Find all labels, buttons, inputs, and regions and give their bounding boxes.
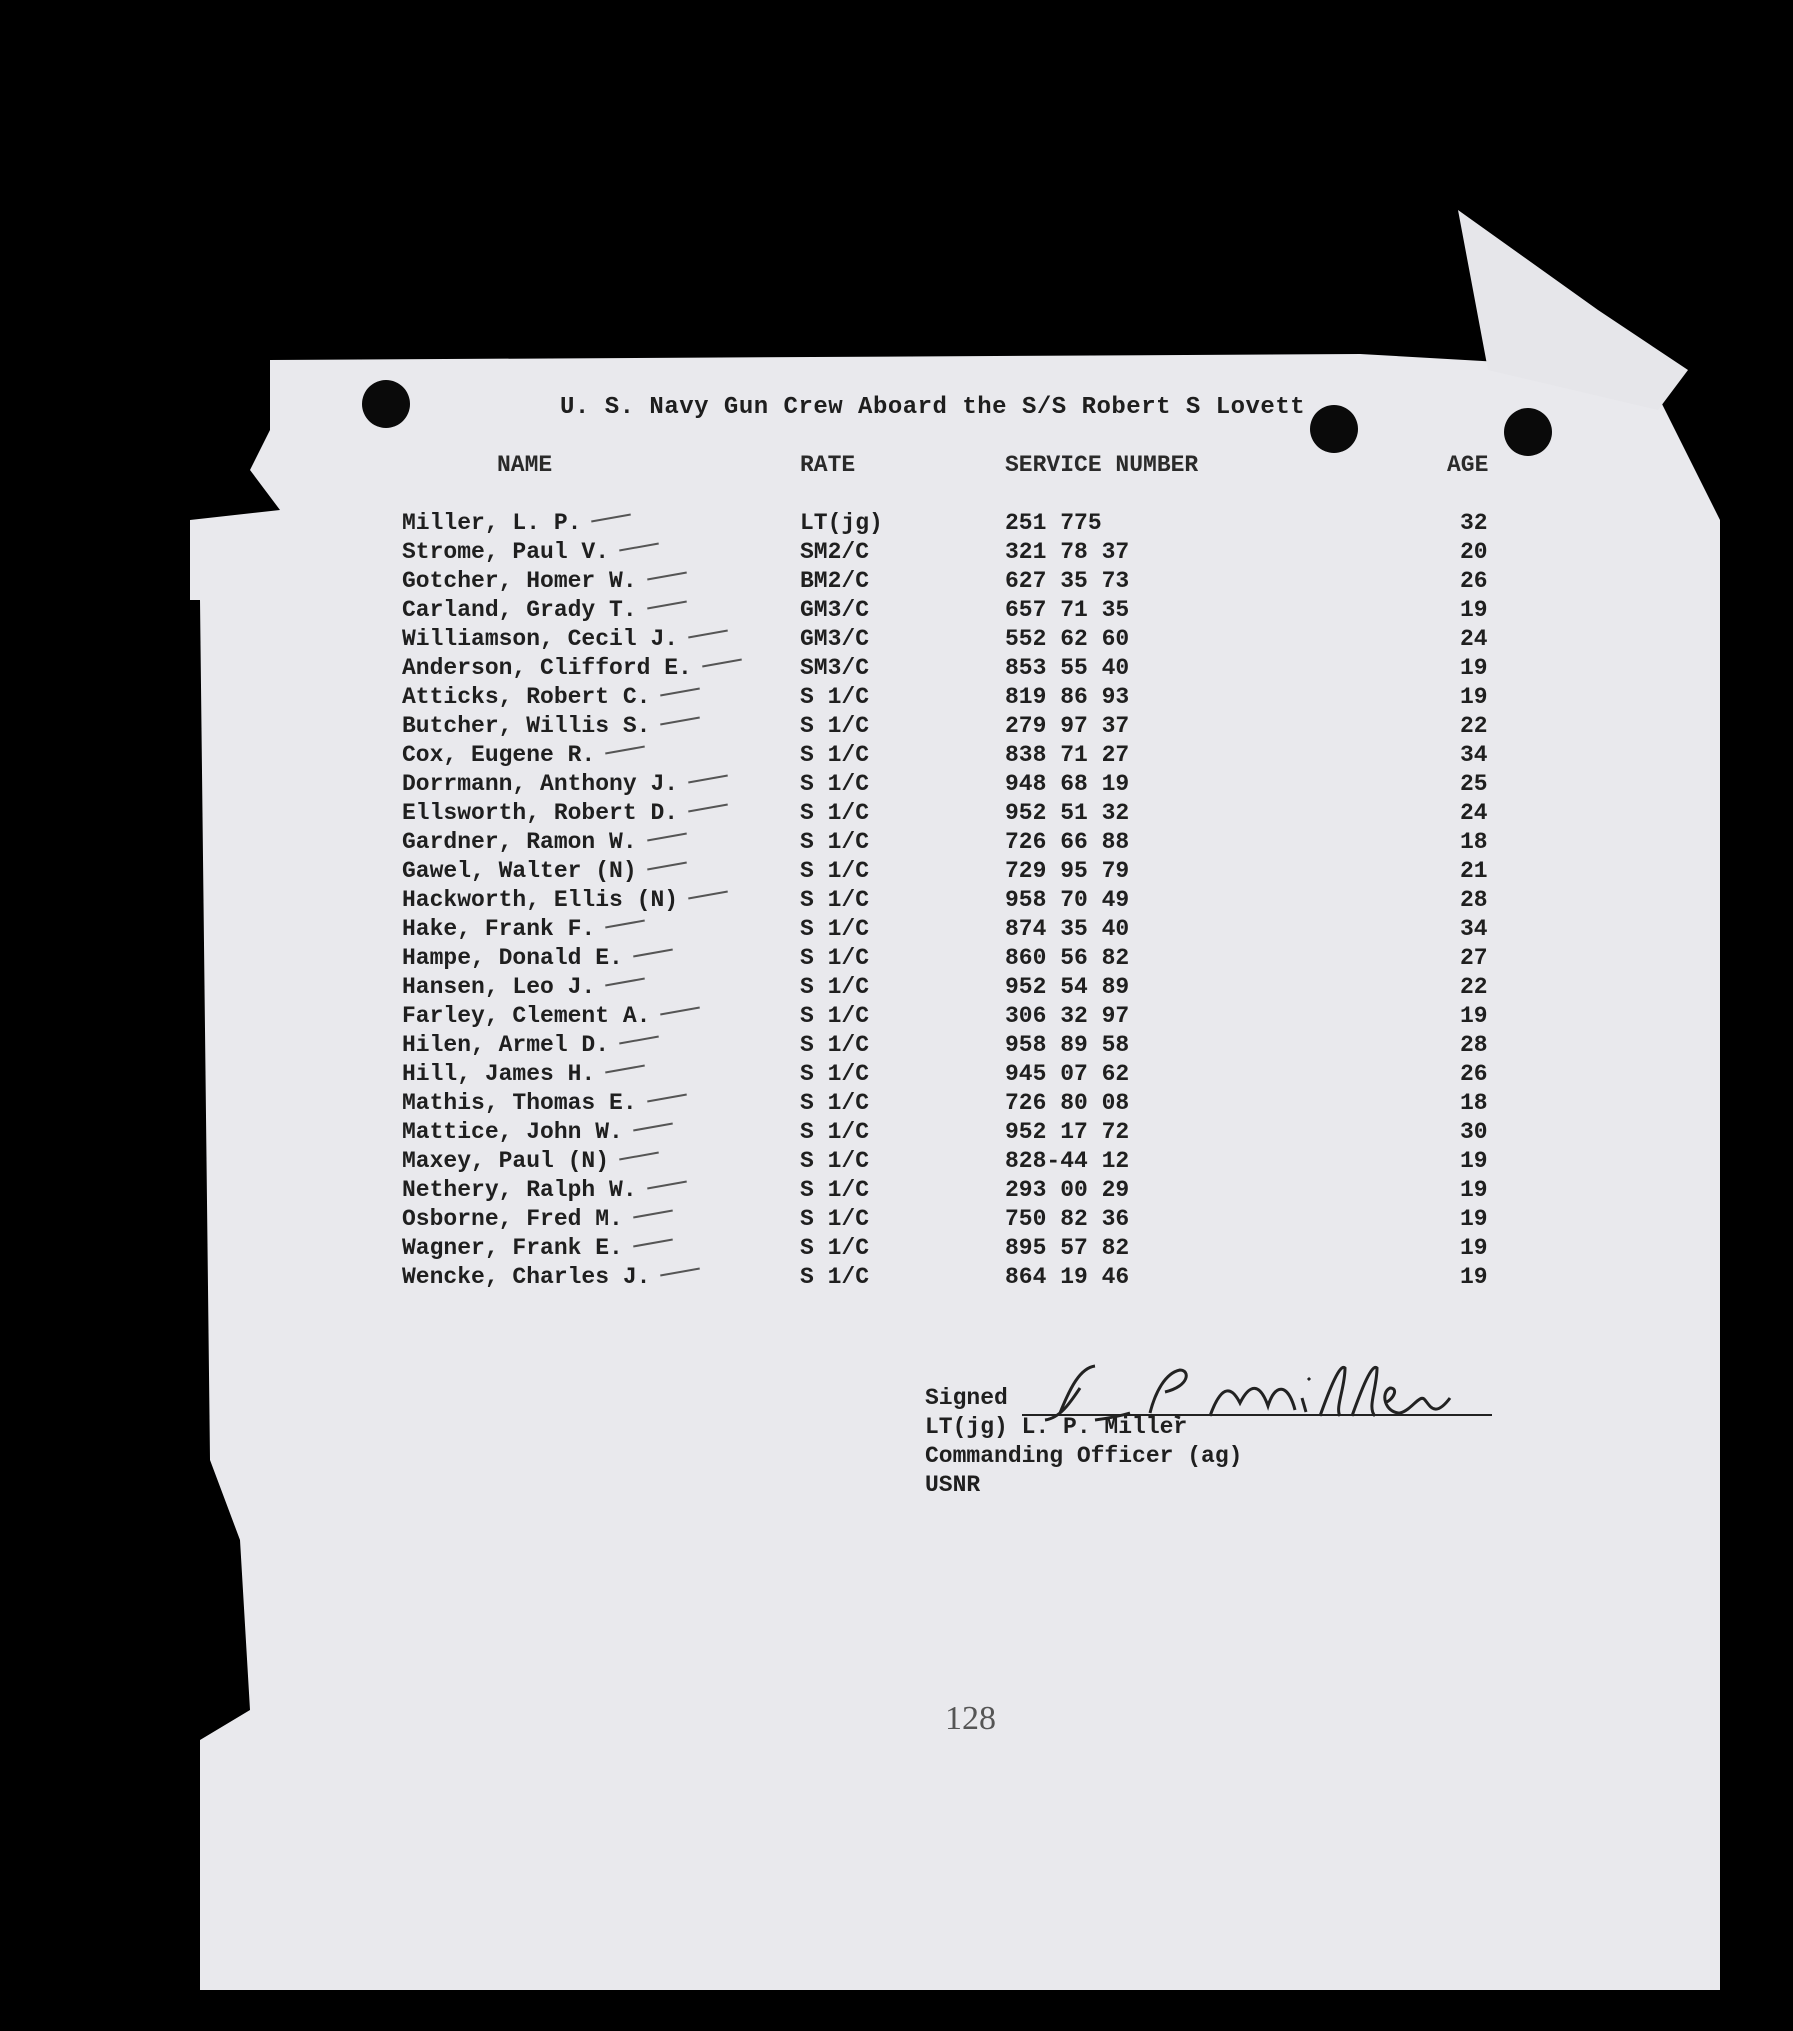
table-row — [0, 799, 1793, 828]
crew-name: Gardner, Ramon W. — [402, 829, 637, 855]
crew-age: 19 — [1460, 1264, 1488, 1290]
crew-name: Mathis, Thomas E. — [402, 1090, 637, 1116]
crew-age: 27 — [1460, 945, 1488, 971]
crew-service-number: 860 56 82 — [1005, 945, 1130, 971]
crew-age: 19 — [1460, 1003, 1488, 1029]
signer-service: USNR — [925, 1472, 981, 1498]
crew-age: 26 — [1460, 568, 1488, 594]
check-mark — [661, 688, 701, 697]
table-row — [0, 741, 1793, 770]
crew-age: 19 — [1460, 1206, 1488, 1232]
crew-name: Mattice, John W. — [402, 1119, 623, 1145]
check-mark — [688, 891, 728, 900]
signed-label: Signed — [925, 1385, 1008, 1411]
crew-name: Hill, James H. — [402, 1061, 596, 1087]
table-row — [0, 654, 1793, 683]
crew-service-number: 895 57 82 — [1005, 1235, 1130, 1261]
crew-age: 24 — [1460, 800, 1488, 826]
table-row — [0, 1176, 1793, 1205]
table-row — [0, 1060, 1793, 1089]
crew-rate: S 1/C — [800, 771, 870, 797]
crew-rate: S 1/C — [800, 1177, 870, 1203]
check-mark — [605, 1065, 645, 1074]
table-row — [0, 567, 1793, 596]
crew-rate: S 1/C — [800, 945, 870, 971]
check-mark — [647, 833, 687, 842]
crew-name: Gawel, Walter (N) — [402, 858, 637, 884]
table-row — [0, 625, 1793, 654]
crew-name: Farley, Clement A. — [402, 1003, 651, 1029]
crew-name: Carland, Grady T. — [402, 597, 637, 623]
crew-age: 34 — [1460, 916, 1488, 942]
check-mark — [647, 1094, 687, 1103]
crew-age: 18 — [1460, 1090, 1488, 1116]
crew-rate: S 1/C — [800, 916, 870, 942]
signer-rank-name: LT(jg) L. P. Miller — [925, 1414, 1188, 1440]
check-mark — [661, 717, 701, 726]
crew-rate: S 1/C — [800, 742, 870, 768]
check-mark — [592, 514, 632, 523]
table-row — [0, 1031, 1793, 1060]
crew-name: Dorrmann, Anthony J. — [402, 771, 679, 797]
crew-name: Maxey, Paul (N) — [402, 1148, 610, 1174]
crew-service-number: 948 68 19 — [1005, 771, 1130, 797]
check-mark — [647, 862, 687, 871]
table-row — [0, 1147, 1793, 1176]
page-number: 128 — [945, 1700, 996, 1737]
crew-rate: S 1/C — [800, 1090, 870, 1116]
crew-rate: GM3/C — [800, 597, 870, 623]
crew-age: 24 — [1460, 626, 1488, 652]
crew-age: 26 — [1460, 1061, 1488, 1087]
table-row — [0, 683, 1793, 712]
crew-name: Ellsworth, Robert D. — [402, 800, 679, 826]
table-row — [0, 828, 1793, 857]
crew-service-number: 958 70 49 — [1005, 887, 1130, 913]
crew-service-number: 657 71 35 — [1005, 597, 1130, 623]
crew-name: Wencke, Charles J. — [402, 1264, 651, 1290]
crew-name: Atticks, Robert C. — [402, 684, 651, 710]
check-mark — [619, 1036, 659, 1045]
table-row — [0, 1002, 1793, 1031]
table-row — [0, 944, 1793, 973]
crew-rate: SM2/C — [800, 539, 870, 565]
table-row — [0, 886, 1793, 915]
table-row — [0, 915, 1793, 944]
check-mark — [633, 1239, 673, 1248]
check-mark — [661, 1007, 701, 1016]
crew-service-number: 293 00 29 — [1005, 1177, 1130, 1203]
crew-service-number: 952 51 32 — [1005, 800, 1130, 826]
crew-name: Wagner, Frank E. — [402, 1235, 623, 1261]
crew-service-number: 750 82 36 — [1005, 1206, 1130, 1232]
crew-service-number: 828-44 12 — [1005, 1148, 1130, 1174]
crew-service-number: 251 775 — [1005, 510, 1102, 536]
crew-rate: GM3/C — [800, 626, 870, 652]
check-mark — [647, 572, 687, 581]
crew-age: 21 — [1460, 858, 1488, 884]
crew-service-number: 819 86 93 — [1005, 684, 1130, 710]
check-mark — [605, 978, 645, 987]
signer-title: Commanding Officer (ag) — [925, 1443, 1243, 1469]
crew-service-number: 952 17 72 — [1005, 1119, 1130, 1145]
crew-rate: S 1/C — [800, 713, 870, 739]
crew-rate: S 1/C — [800, 1235, 870, 1261]
crew-age: 19 — [1460, 1177, 1488, 1203]
crew-name: Nethery, Ralph W. — [402, 1177, 637, 1203]
punch-hole-right — [1504, 408, 1552, 456]
crew-service-number: 552 62 60 — [1005, 626, 1130, 652]
crew-age: 22 — [1460, 713, 1488, 739]
crew-service-number: 306 32 97 — [1005, 1003, 1130, 1029]
crew-service-number: 321 78 37 — [1005, 539, 1130, 565]
crew-name: Miller, L. P. — [402, 510, 582, 536]
check-mark — [619, 543, 659, 552]
header-rate: RATE — [800, 452, 856, 478]
crew-age: 19 — [1460, 1235, 1488, 1261]
crew-rate: S 1/C — [800, 1003, 870, 1029]
table-row — [0, 596, 1793, 625]
check-mark — [605, 746, 645, 755]
crew-age: 28 — [1460, 1032, 1488, 1058]
check-mark — [605, 920, 645, 929]
crew-age: 30 — [1460, 1119, 1488, 1145]
crew-service-number: 874 35 40 — [1005, 916, 1130, 942]
crew-name: Osborne, Fred M. — [402, 1206, 623, 1232]
crew-rate: S 1/C — [800, 1119, 870, 1145]
header-name: NAME — [497, 452, 553, 478]
header-service-number: SERVICE NUMBER — [1005, 452, 1199, 478]
crew-rate: S 1/C — [800, 800, 870, 826]
crew-rate: SM3/C — [800, 655, 870, 681]
crew-age: 34 — [1460, 742, 1488, 768]
crew-service-number: 952 54 89 — [1005, 974, 1130, 1000]
crew-name: Gotcher, Homer W. — [402, 568, 637, 594]
crew-name: Butcher, Willis S. — [402, 713, 651, 739]
table-row — [0, 1263, 1793, 1292]
document-title: U. S. Navy Gun Crew Aboard the S/S Robert S Lovett — [560, 394, 1306, 421]
check-mark — [619, 1152, 659, 1161]
crew-rate: S 1/C — [800, 1264, 870, 1290]
table-row — [0, 857, 1793, 886]
crew-service-number: 864 19 46 — [1005, 1264, 1130, 1290]
crew-service-number: 958 89 58 — [1005, 1032, 1130, 1058]
crew-service-number: 853 55 40 — [1005, 655, 1130, 681]
crew-age: 20 — [1460, 539, 1488, 565]
check-mark — [702, 659, 742, 668]
crew-name: Cox, Eugene R. — [402, 742, 596, 768]
crew-name: Anderson, Clifford E. — [402, 655, 692, 681]
check-mark — [661, 1268, 701, 1277]
crew-rate: S 1/C — [800, 887, 870, 913]
check-mark — [647, 1181, 687, 1190]
table-row — [0, 1234, 1793, 1263]
crew-name: Williamson, Cecil J. — [402, 626, 679, 652]
check-mark — [633, 1210, 673, 1219]
crew-age: 28 — [1460, 887, 1488, 913]
crew-name: Strome, Paul V. — [402, 539, 610, 565]
table-row — [0, 1089, 1793, 1118]
punch-hole-left — [362, 380, 410, 428]
crew-rate: S 1/C — [800, 974, 870, 1000]
crew-service-number: 729 95 79 — [1005, 858, 1130, 884]
punch-hole-center — [1310, 405, 1358, 453]
table-row — [0, 1205, 1793, 1234]
crew-age: 22 — [1460, 974, 1488, 1000]
crew-age: 19 — [1460, 655, 1488, 681]
table-row — [0, 712, 1793, 741]
crew-rate: BM2/C — [800, 568, 870, 594]
crew-service-number: 838 71 27 — [1005, 742, 1130, 768]
crew-name: Hake, Frank F. — [402, 916, 596, 942]
table-row — [0, 538, 1793, 567]
crew-age: 19 — [1460, 1148, 1488, 1174]
crew-rate: S 1/C — [800, 1032, 870, 1058]
crew-rate: S 1/C — [800, 1206, 870, 1232]
crew-age: 19 — [1460, 597, 1488, 623]
crew-name: Hampe, Donald E. — [402, 945, 623, 971]
crew-age: 25 — [1460, 771, 1488, 797]
crew-age: 32 — [1460, 510, 1488, 536]
crew-rate: LT(jg) — [800, 510, 883, 536]
crew-rate: S 1/C — [800, 1148, 870, 1174]
crew-service-number: 726 66 88 — [1005, 829, 1130, 855]
crew-rate: S 1/C — [800, 684, 870, 710]
table-row — [0, 973, 1793, 1002]
check-mark — [688, 775, 728, 784]
crew-age: 18 — [1460, 829, 1488, 855]
crew-rate: S 1/C — [800, 829, 870, 855]
check-mark — [633, 949, 673, 958]
crew-rate: S 1/C — [800, 858, 870, 884]
check-mark — [688, 804, 728, 813]
crew-name: Hilen, Armel D. — [402, 1032, 610, 1058]
crew-age: 19 — [1460, 684, 1488, 710]
crew-name: Hackworth, Ellis (N) — [402, 887, 679, 913]
crew-service-number: 279 97 37 — [1005, 713, 1130, 739]
check-mark — [647, 601, 687, 610]
crew-name: Hansen, Leo J. — [402, 974, 596, 1000]
header-age: AGE — [1447, 452, 1489, 478]
check-mark — [688, 630, 728, 639]
crew-rate: S 1/C — [800, 1061, 870, 1087]
table-row — [0, 509, 1793, 538]
table-row — [0, 1118, 1793, 1147]
check-mark — [633, 1123, 673, 1132]
crew-service-number: 627 35 73 — [1005, 568, 1130, 594]
crew-service-number: 945 07 62 — [1005, 1061, 1130, 1087]
table-row — [0, 770, 1793, 799]
crew-service-number: 726 80 08 — [1005, 1090, 1130, 1116]
